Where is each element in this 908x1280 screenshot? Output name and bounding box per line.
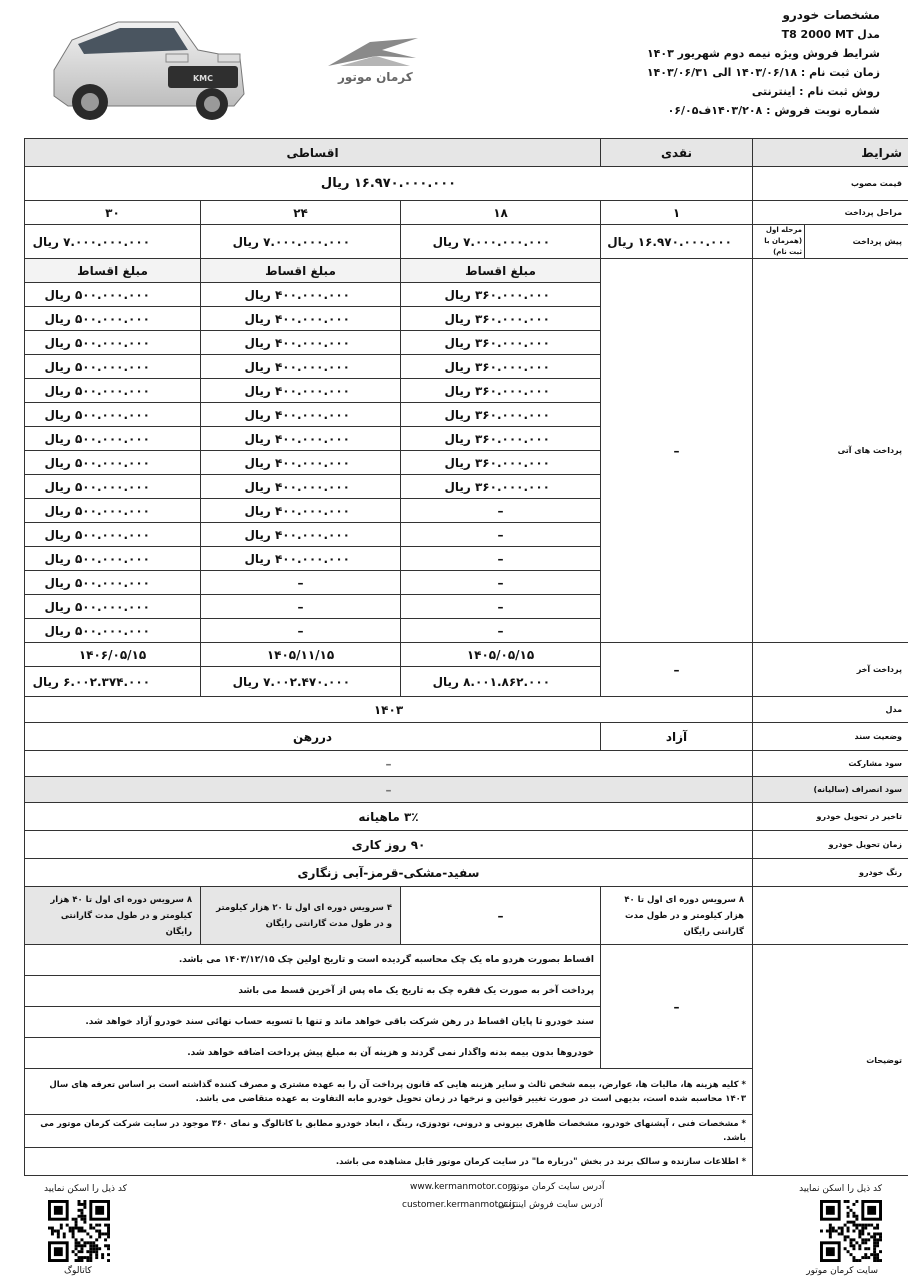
approved-price: ۱۶.۹۷۰.۰۰۰.۰۰۰ ریال: [25, 167, 753, 201]
model-year: ۱۴۰۳: [25, 697, 753, 723]
qr-code-catalog[interactable]: [48, 1200, 110, 1262]
installment-cell-p30: ۵۰۰.۰۰۰.۰۰۰ ریال: [25, 571, 201, 595]
installment-header: اقساطی: [25, 139, 601, 167]
installment-cell-p24: ۴۰۰.۰۰۰.۰۰۰ ریال: [201, 475, 401, 499]
installment-cell-p18: ۳۶۰.۰۰۰.۰۰۰ ریال: [401, 475, 601, 499]
installment-cell-p18: ۳۶۰.۰۰۰.۰۰۰ ریال: [401, 307, 601, 331]
installment-cell-p24: ۴۰۰.۰۰۰.۰۰۰ ریال: [201, 283, 401, 307]
page-footer: [0, 1178, 908, 1280]
installment-cell-p30: ۵۰۰.۰۰۰.۰۰۰ ریال: [25, 283, 201, 307]
installment-cell-p30: ۵۰۰.۰۰۰.۰۰۰ ریال: [25, 403, 201, 427]
cash-header: نقدی: [601, 139, 753, 167]
first-stage-cell: [753, 225, 805, 259]
installment-cell-p18: –: [401, 595, 601, 619]
truck-badge: KMC: [192, 74, 214, 83]
conditions-label: شرایط: [753, 139, 908, 167]
installment-cell-p30: ۵۰۰.۰۰۰.۰۰۰ ریال: [25, 355, 201, 379]
installment-cell-p30: ۵۰۰.۰۰۰.۰۰۰ ریال: [25, 427, 201, 451]
installment-cell-p18: –: [401, 523, 601, 547]
installment-cell-p24: –: [201, 571, 401, 595]
installment-cell-p18: –: [401, 619, 601, 643]
installment-cell-p24: ۴۰۰.۰۰۰.۰۰۰ ریال: [201, 307, 401, 331]
prepayment-cash: ۱۶.۹۷۰.۰۰۰.۰۰۰ ریال: [601, 225, 753, 259]
installment-cell-p24: –: [201, 619, 401, 643]
service-cash: ۸ سرویس دوره ای اول تا ۴۰ هزار کیلومتر و در طول مدت گارانتی رایگان: [601, 887, 753, 945]
site-label: آدرس سایت کرمان موتور: [508, 1182, 605, 1192]
pickup-truck-icon: [48, 10, 248, 128]
general-note: * کلیه هزینه ها، مالیات ها، عوارض، بیمه شخص ثالث و سایر هزینه هایی که قانون پرداخت آن را به عهده مشتری و مصرف کننده گذاشته است بر اساس تعرفه های سال ۱۴۰۳ محاسبه شده است، بدیهی است در صورت تغییر قوانین و نرخها در زمان تحویل خودرو مابه التفاوت به عهده متقاضی می باشد.: [25, 1069, 753, 1115]
participation-profit-value: –: [25, 751, 753, 777]
installment-cell-p18: ۳۶۰.۰۰۰.۰۰۰ ریال: [401, 331, 601, 355]
installment-cell-p24: ۴۰۰.۰۰۰.۰۰۰ ریال: [201, 499, 401, 523]
sale-conditions: شرایط فروش ویژه نیمه دوم شهریور ۱۴۰۳: [646, 47, 880, 60]
color-label: رنگ خودرو: [753, 859, 908, 887]
delay-label: تاخیر در تحویل خودرو: [753, 803, 908, 831]
last-amount-30: ۶.۰۰۲.۳۷۴.۰۰۰ ریال: [25, 667, 201, 697]
scan-left-text: کد ذیل را اسکن نمایید: [44, 1184, 127, 1194]
installment-cell-p24: ۴۰۰.۰۰۰.۰۰۰ ریال: [201, 427, 401, 451]
general-note: * اطلاعات سازنده و سالک برند در بخش "درباره ما" در سایت کرمان موتور قابل مشاهده می باشد.: [25, 1148, 753, 1176]
installment-cell-p30: ۵۰۰.۰۰۰.۰۰۰ ریال: [25, 619, 201, 643]
installment-amount-header-24: مبلغ اقساط: [201, 259, 401, 283]
installment-cell-p30: ۵۰۰.۰۰۰.۰۰۰ ریال: [25, 331, 201, 355]
registration-method: روش ثبت نام : اینترنتی: [751, 85, 880, 98]
future-payments-cash: –: [601, 259, 753, 643]
prepayment-label: پیش پرداخت: [805, 225, 908, 259]
cancellation-profit-label: سود انصراف (سالیانه): [753, 777, 908, 803]
service-24: ۴ سرویس دوره ای اول تا ۲۰ هزار کیلومتر و در طول مدت گارانتی رایگان: [201, 887, 401, 945]
prepayment-24: ۷.۰۰۰.۰۰۰.۰۰۰ ریال: [201, 225, 401, 259]
first-stage-label: مرحله اول: [765, 226, 803, 234]
prepayment-18: ۷.۰۰۰.۰۰۰.۰۰۰ ریال: [401, 225, 601, 259]
qr-left-caption: کاتالوگ: [64, 1266, 92, 1276]
installment-cell-p18: ۳۶۰.۰۰۰.۰۰۰ ریال: [401, 451, 601, 475]
installment-cell-p18: –: [401, 547, 601, 571]
cash-document-status: آزاد: [601, 723, 753, 751]
installment-cell-p30: ۵۰۰.۰۰۰.۰۰۰ ریال: [25, 595, 201, 619]
notes-cash: –: [601, 945, 753, 1069]
first-stage-note: (همزمان با ثبت نام): [764, 237, 803, 256]
notes-label: توضیحات: [753, 945, 908, 1176]
qr-code-site[interactable]: [820, 1200, 882, 1262]
document-status-label: وضعیت سند: [753, 723, 908, 751]
stage-30: ۳۰: [25, 201, 201, 225]
future-payments-label: پرداخت های آتی: [753, 259, 908, 643]
sales-conditions-table: [24, 138, 908, 1176]
installment-amount-header-30: مبلغ اقساط: [25, 259, 201, 283]
truck-image: [48, 10, 248, 128]
installment-cell-p24: ۴۰۰.۰۰۰.۰۰۰ ریال: [201, 403, 401, 427]
installment-document-status: دررهن: [25, 723, 601, 751]
installment-cell-p18: –: [401, 499, 601, 523]
installment-cell-p30: ۵۰۰.۰۰۰.۰۰۰ ریال: [25, 451, 201, 475]
delivery-time: ۹۰ روز کاری: [25, 831, 753, 859]
kerman-motor-logo: [320, 36, 430, 98]
installment-cell-p30: ۵۰۰.۰۰۰.۰۰۰ ریال: [25, 547, 201, 571]
site-url[interactable]: www.kermanmotor.com: [410, 1182, 517, 1192]
installment-cell-p24: ۴۰۰.۰۰۰.۰۰۰ ریال: [201, 523, 401, 547]
installment-cell-p30: ۵۰۰.۰۰۰.۰۰۰ ریال: [25, 523, 201, 547]
installment-cell-p24: ۴۰۰.۰۰۰.۰۰۰ ریال: [201, 547, 401, 571]
page-header: [0, 0, 908, 140]
scan-right-text: کد ذیل را اسکن نمایید: [799, 1184, 882, 1194]
last-date-18: ۱۴۰۵/۰۵/۱۵: [401, 643, 601, 667]
model-label: مدل: [753, 697, 908, 723]
participation-profit-label: سود مشارکت: [753, 751, 908, 777]
installment-cell-p30: ۵۰۰.۰۰۰.۰۰۰ ریال: [25, 499, 201, 523]
stage-cash: ۱: [601, 201, 753, 225]
prepayment-30: ۷.۰۰۰.۰۰۰.۰۰۰ ریال: [25, 225, 201, 259]
installment-cell-p30: ۵۰۰.۰۰۰.۰۰۰ ریال: [25, 307, 201, 331]
service-label-spacer: [753, 887, 908, 945]
stages-label: مراحل پرداخت: [753, 201, 908, 225]
last-amount-24: ۷.۰۰۲.۴۷۰.۰۰۰ ریال: [201, 667, 401, 697]
last-payment-cash: –: [601, 643, 753, 697]
installment-cell-p18: ۳۶۰.۰۰۰.۰۰۰ ریال: [401, 427, 601, 451]
last-date-24: ۱۴۰۵/۱۱/۱۵: [201, 643, 401, 667]
service-18: –: [401, 887, 601, 945]
last-date-30: ۱۴۰۶/۰۵/۱۵: [25, 643, 201, 667]
installment-cell-p30: ۵۰۰.۰۰۰.۰۰۰ ریال: [25, 379, 201, 403]
general-note: * مشخصات فنی ، آپشنهای خودرو، مشخصات ظاهری بیرونی و درونی، تودوزی، رینگ ، ابعاد خودرو مطابق با کاتالوگ و نمای ۳۶۰ موجود در سایت شرکت کرمان موتور می باشد.: [25, 1115, 753, 1148]
note-item: خودروها بدون بیمه بدنه واگذار نمی گردند و هزینه آن به مبلغ پیش پرداخت اضافه خواهد شد.: [25, 1038, 601, 1069]
sales-url[interactable]: customer.kermanmotor.ir: [402, 1200, 516, 1210]
installment-cell-p18: ۳۶۰.۰۰۰.۰۰۰ ریال: [401, 283, 601, 307]
note-item: سند خودرو تا پایان اقساط در رهن شرکت باقی خواهد ماند و تنها با تسویه حساب نهائی سند خودرو آزاد خواهد شد.: [25, 1007, 601, 1038]
qr-code-icon: [48, 1200, 110, 1262]
future-payments-section: [25, 259, 908, 643]
sale-number: شماره نوبت فروش : ۱۴۰۳/۲۰۸ف۰۶/۰۵: [667, 104, 880, 117]
header-info: [580, 6, 880, 120]
sales-label: آدرس سایت فروش اینترنتی: [498, 1200, 603, 1210]
stage-18: ۱۸: [401, 201, 601, 225]
installment-cell-p24: ۴۰۰.۰۰۰.۰۰۰ ریال: [201, 331, 401, 355]
installment-amount-header-18: مبلغ اقساط: [401, 259, 601, 283]
installment-cell-p24: ۴۰۰.۰۰۰.۰۰۰ ریال: [201, 451, 401, 475]
installment-cell-p18: ۳۶۰.۰۰۰.۰۰۰ ریال: [401, 355, 601, 379]
model-line: مدل T8 2000 MT: [781, 28, 880, 41]
registration-period: زمان ثبت نام : ۱۴۰۳/۰۶/۱۸ الی ۱۴۰۳/۰۶/۳۱: [646, 66, 880, 79]
installment-cell-p24: –: [201, 595, 401, 619]
installment-cell-p18: –: [401, 571, 601, 595]
page-title: مشخصات خودرو: [782, 8, 880, 22]
last-payment-label: پرداخت آخر: [753, 643, 908, 697]
installment-cell-p24: ۴۰۰.۰۰۰.۰۰۰ ریال: [201, 379, 401, 403]
qr-code-icon: [820, 1200, 882, 1262]
service-30: ۸ سرویس دوره ای اول تا ۴۰ هزار کیلومتر و در طول مدت گارانتی رایگان: [25, 887, 201, 945]
delay-value: ۳٪ ماهیانه: [25, 803, 753, 831]
note-item: اقساط بصورت هردو ماه یک چک محاسبه گردیده است و تاریخ اولین چک ۱۴۰۳/۱۲/۱۵ می باشد.: [25, 945, 601, 976]
installment-cell-p24: ۴۰۰.۰۰۰.۰۰۰ ریال: [201, 355, 401, 379]
installment-cell-p18: ۳۶۰.۰۰۰.۰۰۰ ریال: [401, 403, 601, 427]
installment-cell-p30: ۵۰۰.۰۰۰.۰۰۰ ریال: [25, 475, 201, 499]
colors: سفید-مشکی-قرمز-آبی زنگاری: [25, 859, 753, 887]
note-item: پرداخت آخر به صورت یک فقره چک به تاریخ یک ماه پس از آخرین قسط می باشد: [25, 976, 601, 1007]
qr-right-caption: سایت کرمان موتور: [806, 1266, 878, 1276]
delivery-time-label: زمان تحویل خودرو: [753, 831, 908, 859]
cancellation-profit-value: –: [25, 777, 753, 803]
approved-price-label: قیمت مصوب: [753, 167, 908, 201]
logo-text: کرمان موتور: [338, 70, 413, 84]
last-amount-18: ۸.۰۰۱.۸۶۲.۰۰۰ ریال: [401, 667, 601, 697]
stage-24: ۲۴: [201, 201, 401, 225]
installment-cell-p18: ۳۶۰.۰۰۰.۰۰۰ ریال: [401, 379, 601, 403]
